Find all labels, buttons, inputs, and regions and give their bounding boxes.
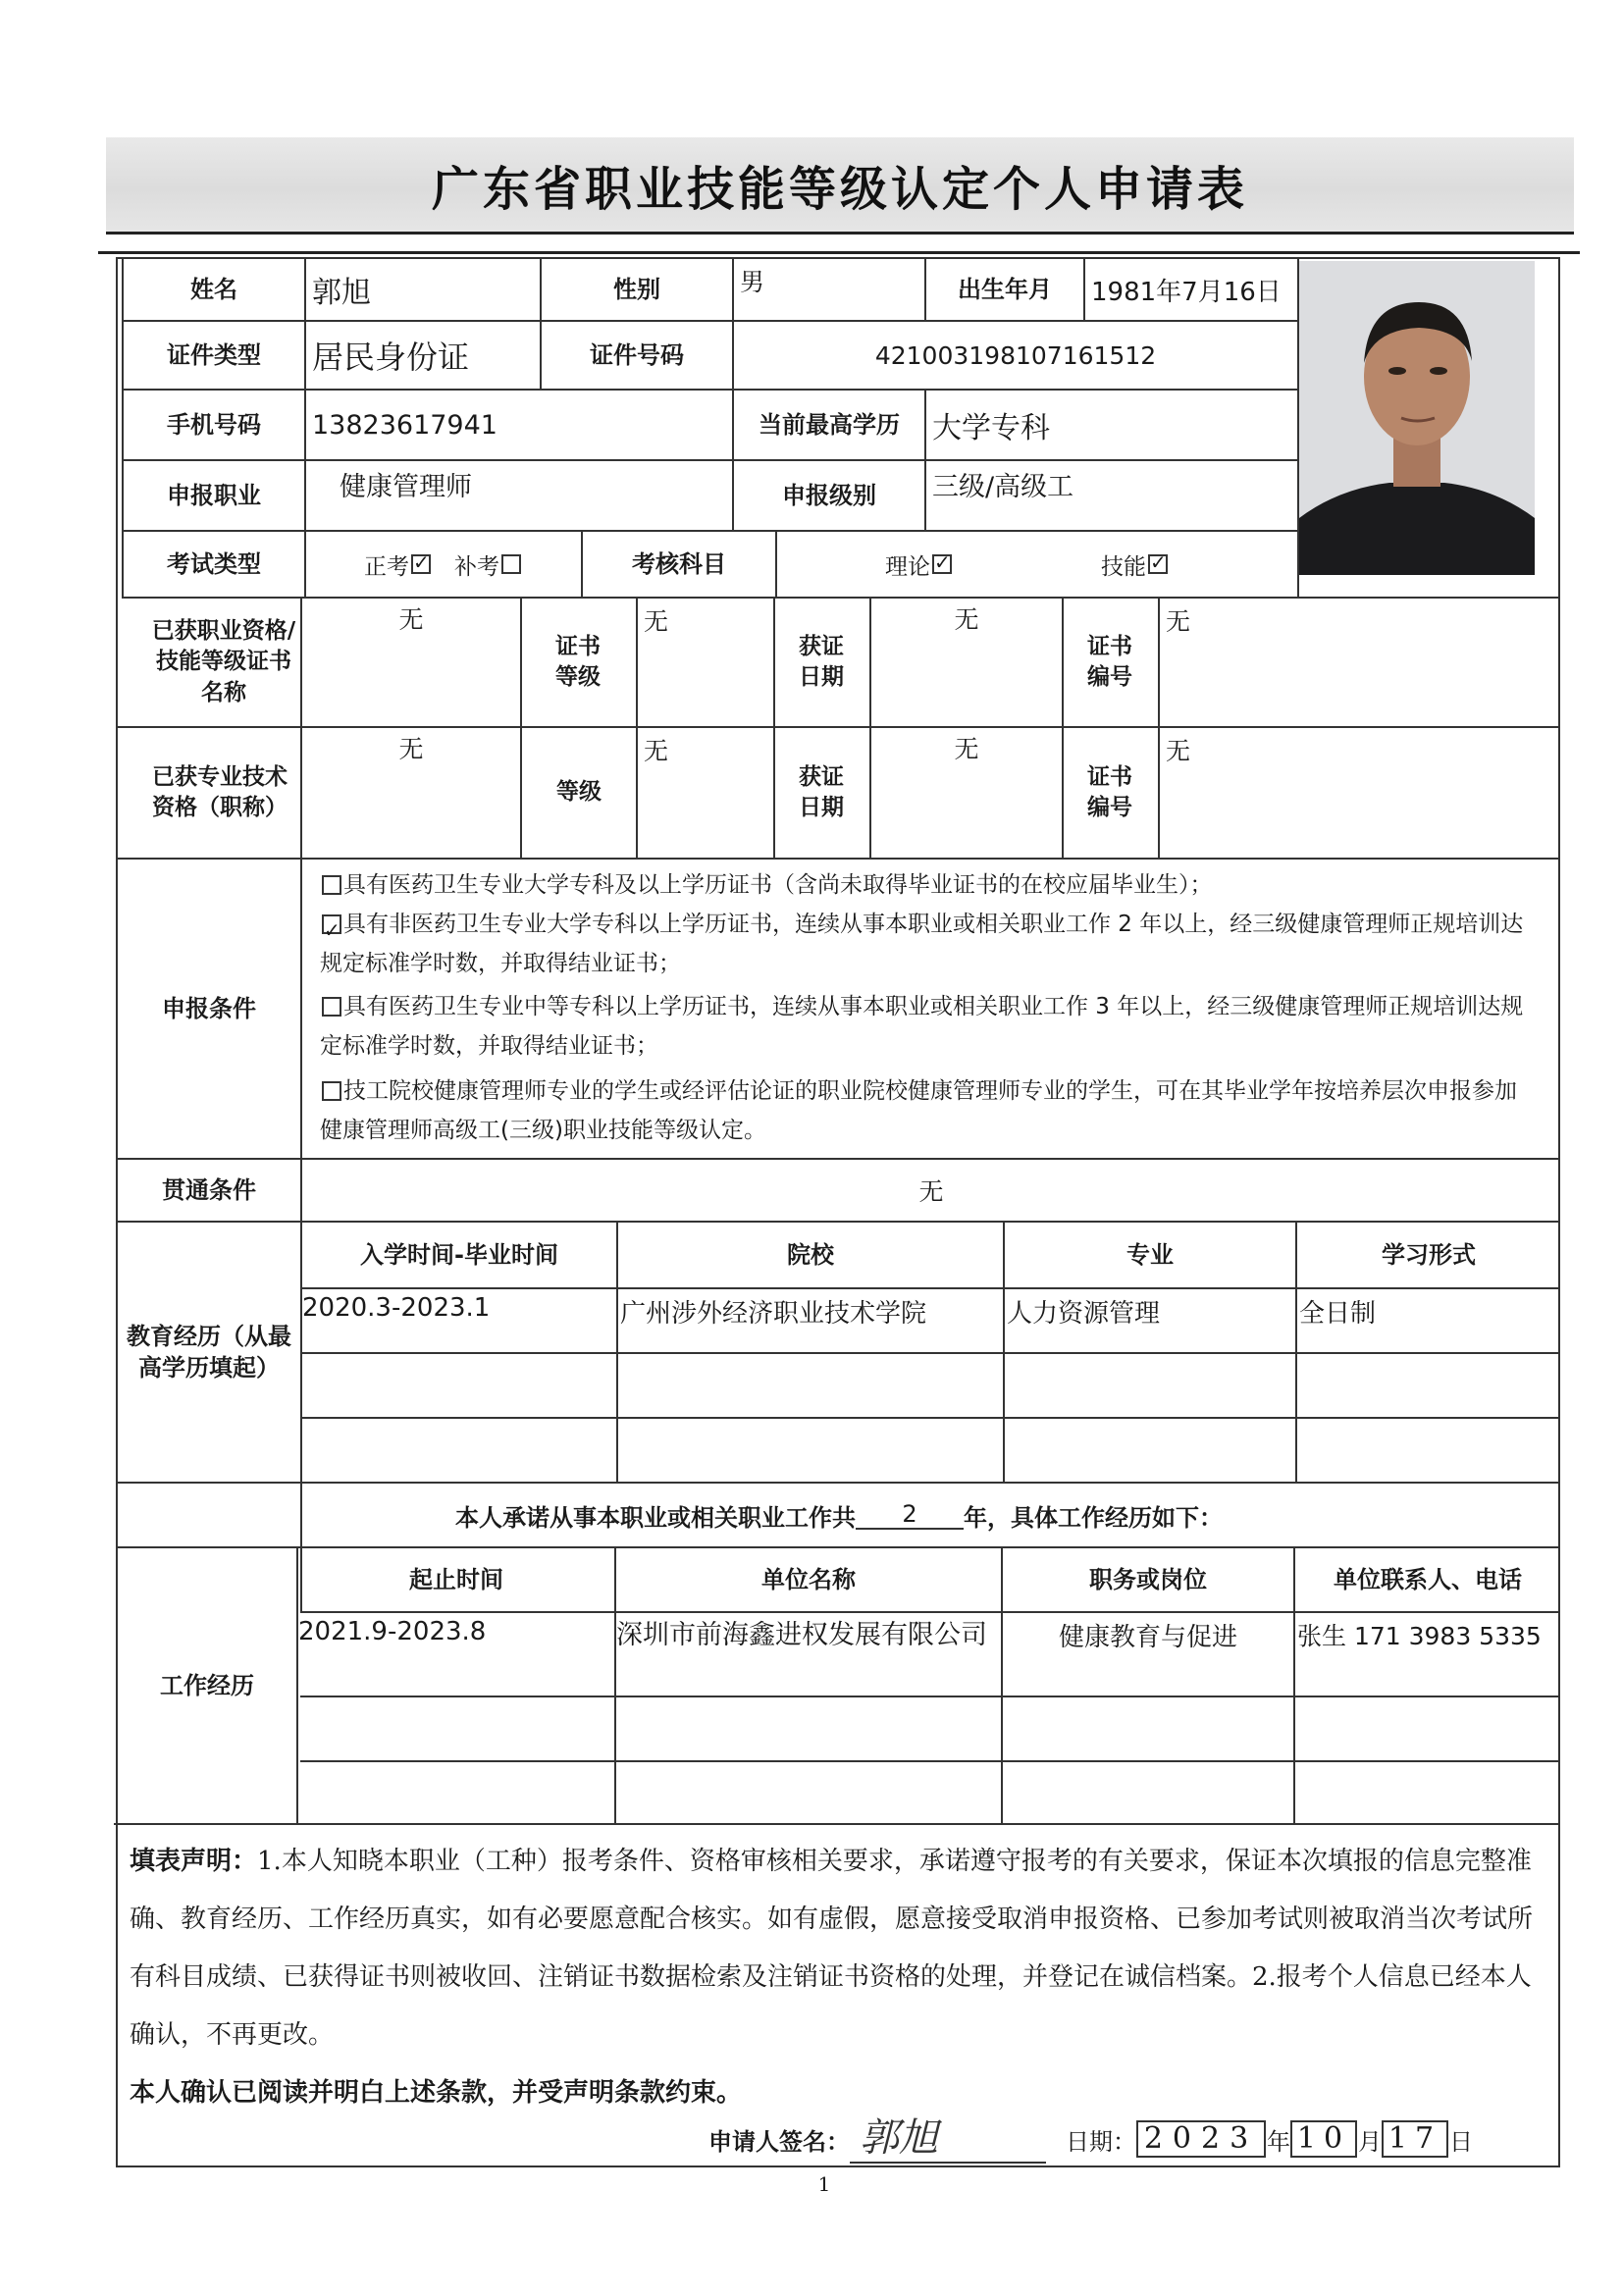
condition-1-checkbox[interactable] [322,875,341,895]
signature-name: 郭旭 [850,2114,1046,2164]
birth-value: 1981年7月16日 [1091,277,1282,307]
exam-makeup-label: 补考 [454,553,499,580]
work-years: 2 [856,1500,964,1530]
level-value: 三级/高级工 [932,472,1074,502]
title-no-label: 证书编号 [1087,763,1132,820]
condition-3: 具有医药卫生专业中等专科以上学历证书，连续从事本职业或相关职业工作 3 年以上，经三级健康管理师正规培训达规定标准学时数，并取得结业证书； [320,994,1524,1059]
date-day: 17 [1382,2120,1448,2158]
through-label: 贯通条件 [162,1175,256,1204]
page-title: 广东省职业技能等级认定个人申请表 [431,161,1248,217]
title-level-label: 等级 [556,779,602,806]
work-row-position: 健康教育与促进 [1058,1623,1237,1652]
subject-skill-label: 技能 [1101,553,1146,580]
work-row-contact: 张生 171 3983 5335 [1297,1622,1542,1650]
exam-subject-options [777,532,1297,597]
top-rule [98,251,1580,254]
subject-skill-checkbox[interactable] [1148,554,1168,574]
work-header-position: 职务或岗位 [1089,1565,1207,1593]
condition-4-checkbox[interactable] [322,1081,341,1101]
cert-no-label: 证书编号 [1087,633,1132,690]
level-label: 申报级别 [782,481,876,509]
exam-subject-label: 考核科目 [632,549,726,578]
declaration [130,1833,1543,2064]
phone-label: 手机号码 [167,410,261,439]
title-name-label: 已获专业技术资格（职称） [152,763,288,820]
date-label: 日期： [1066,2127,1136,2156]
education-label: 当前最高学历 [759,410,900,439]
applicant-photo [1299,261,1535,575]
condition-2-checkbox[interactable] [322,914,341,934]
work-row-company: 深圳市前海鑫进权发展有限公司 [616,1620,987,1650]
id-type-value: 居民身份证 [312,339,470,376]
occupation-label: 申报职业 [167,481,261,509]
condition-1: 具有医药卫生专业大学专科及以上学历证书（含尚未取得毕业证书的在校应届毕业生）； [320,865,1537,905]
edu-header-mode: 学习形式 [1382,1240,1476,1269]
cert-level-value: 无 [644,607,669,636]
cert-level-label: 证书等级 [555,633,601,690]
condition-2: ✓具有非医药卫生专业大学专科以上学历证书，连续从事本职业或相关职业工作 2 年以上，经三级健康管理师正规培训达规定标准学时数，并取得结业证书； [320,905,1537,983]
work-header-contact: 单位联系人、电话 [1334,1565,1522,1593]
page-number: 1 [817,2172,831,2196]
cert-name-value: 无 [398,605,424,634]
exam-type-options [306,532,581,597]
edu-header-period: 入学时间-毕业时间 [360,1240,558,1269]
work-promise: 本人承诺从事本职业或相关职业工作共 2 年，具体工作经历如下： [455,1500,1223,1532]
edu-row-period: 2020.3-2023.1 [302,1293,491,1323]
cert-date-value: 无 [954,605,979,634]
exam-makeup-checkbox[interactable] [501,554,521,574]
title-date-label: 获证日期 [799,763,844,820]
title-no-value: 无 [1166,737,1191,765]
conditions-label: 申报条件 [162,994,256,1022]
edu-row-school: 广州涉外经济职业技术学院 [620,1299,927,1329]
work-header-period: 起止时间 [409,1565,503,1593]
condition-4: 技工院校健康管理师专业的学生或经评估论证的职业院校健康管理师专业的学生，可在其毕业学年按培养层次申报参加健康管理师高级工(三级)职业技能等级认定。 [320,1078,1517,1143]
signature-label: 申请人签名： [708,2127,850,2156]
declaration-confirm: 本人确认已阅读并明白上述条款，并受声明条款约束。 [130,2078,743,2108]
work-header-company: 单位名称 [761,1565,856,1593]
through-value: 无 [918,1177,944,1206]
cert-no-value: 无 [1166,607,1191,636]
declaration-heading: 填表声明： [130,1847,258,1876]
id-no-value: 421003198107161512 [874,340,1157,370]
id-no-label: 证件号码 [590,340,684,369]
declaration-body: 1.本人知晓本职业（工种）报考条件、资格审核相关要求，承诺遵守报考的有关要求，保证本次填报的信息完整准确、教育经历、工作经历真实，如有必要愿意配合核实。如有虚假，愿意接受取消申报资格、已参加考试则被取消当次考试所有科目成绩、已获得证书则被收回、注销证书数据检索及注销证书资格的处理，并登记在诚信档案。2.报考个人信息已经本人确认，不再更改。 [130,1847,1534,2050]
edu-header-major: 专业 [1126,1240,1174,1269]
subject-theory-checkbox[interactable] [932,554,952,574]
exam-regular-checkbox[interactable] [411,554,431,574]
id-type-label: 证件类型 [167,340,261,369]
edu-row-mode: 全日制 [1299,1299,1377,1329]
signature-row: 申请人签名： 郭旭 日期： 2023 年 10 月 17 日 [708,2110,1552,2168]
subject-theory-label: 理论 [885,553,930,580]
cert-date-label: 获证日期 [799,633,844,690]
name-value: 郭旭 [312,276,371,310]
edu-history-label: 教育经历（从最高学历填起） [127,1322,291,1382]
occupation-value: 健康管理师 [340,472,472,502]
birth-label: 出生年月 [958,275,1052,303]
edu-header-school: 院校 [787,1240,834,1269]
condition-3-checkbox[interactable] [322,997,341,1017]
gender-label: 性别 [613,275,660,303]
exam-type-label: 考试类型 [167,549,261,578]
name-label: 姓名 [190,275,237,303]
cert-name-label: 已获职业资格/技能等级证书名称 [151,618,296,705]
date-year: 2023 [1136,2120,1266,2158]
education-value: 大学专科 [932,411,1050,445]
title-name-value: 无 [398,735,424,763]
work-history-label: 工作经历 [160,1671,254,1699]
phone-value: 13823617941 [312,409,497,441]
edu-row-major: 人力资源管理 [1007,1299,1161,1329]
title-level-value: 无 [644,737,669,765]
exam-regular-label: 正考 [364,553,409,580]
title-band [106,137,1574,235]
date-month: 10 [1290,2120,1357,2158]
title-date-value: 无 [954,735,979,763]
work-row-period: 2021.9-2023.8 [298,1617,487,1646]
gender-value: 男 [740,268,765,296]
